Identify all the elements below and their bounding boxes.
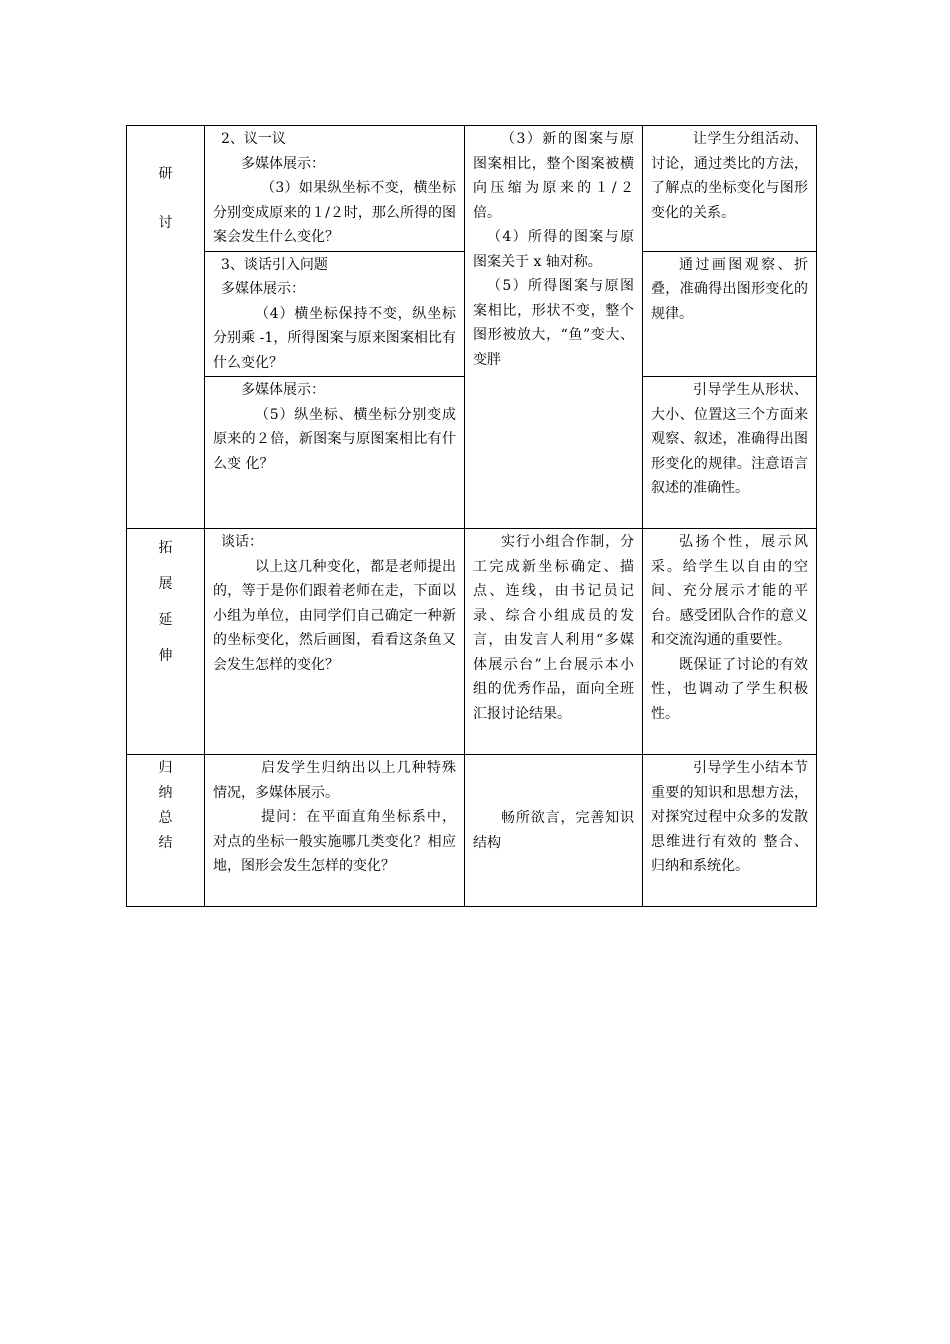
intent-cell-observe [643,377,817,529]
lesson-plan-table [126,125,817,907]
teacher-cell-talk [205,251,465,377]
student-cell-discuss [465,126,643,529]
intent-cell-extend [643,529,817,755]
stage-char: 拓 [158,540,173,556]
student-answer-3: （3）新的图案与原图案相比，整个图案被横向压缩为原来的１/２ 倍。 [473,131,634,221]
teacher-cell-media [205,377,465,529]
teacher-cell-extend [205,529,465,755]
student-cell-extend [465,529,643,755]
stage-char: 延 [158,612,173,628]
media-label: 多媒体展示： [241,155,325,172]
stage-char: 展 [158,576,173,592]
question-text: （3）如果纵坐标不变，横坐标分别变成原来的１/２时，那么所得的图案会发生什么变化？ [213,180,456,245]
stage-cell-yantao [127,126,205,529]
table-row-yantao-1 [127,126,817,252]
question-text: （5）纵坐标、横坐标分别变成原来的２倍，新图案与原图案相比有什么变 化？ [213,406,456,472]
section-heading: 谈话： [221,534,263,550]
intent-text: 引导学生从形状、大小、位置这三个方面来观察、叙述，准确得出图形变化的规律。注意语言叙述的准确性。 [651,382,808,496]
stage-char: 归 [158,760,173,776]
stage-cell-guina [127,755,205,907]
intent-cell-discuss [643,126,817,252]
stage-cell-tuozhan [127,529,205,755]
intent-text: 既保证了讨论的有效性，也调动了学生积极性。 [651,656,808,722]
student-cell-summary [465,755,643,907]
media-label: 多媒体展示： [241,382,325,398]
table-row-tuozhan [127,529,817,755]
question-text: （4）横坐标保持不变，纵坐标分别乘 -1，所得图案与原来图案相比有什么变化？ [213,305,456,371]
student-summary-text: 畅所欲言，完善知识结构 [473,810,634,851]
intent-cell-talk [643,251,817,377]
stage-char: 总 [158,810,173,826]
teacher-summary-text: 启发学生归纳出以上几种特殊情况，多媒体展示。 [213,760,456,801]
teacher-cell-discuss [205,126,465,252]
stage-char: 研 [158,166,173,182]
section-heading: 2、议一议 [221,131,286,147]
teacher-question-text: 提问：在平面直角坐标系中，对点的坐标一般实施哪几类变化？相应地，图形会发生怎样的变化？ [213,809,456,874]
teacher-talk-text: 以上这几种变化，都是老师提出的，等于是你们跟着老师在走，下面以小组为单位，由同学们自己确定一种新的坐标变化，然后画图，看看这条鱼又会发生怎样的变化？ [213,558,456,673]
intent-text: 弘扬个性，展示风采。给学生以自由的空间、充分展示才能的平台。感受团队合作的意义和交流沟通的重要性。 [651,534,808,648]
stage-char: 伸 [158,648,173,664]
intent-text: 通过画图观察、折叠，准确得出图形变化的规律。 [651,256,808,322]
media-label: 多媒体展示： [221,281,305,297]
intent-cell-summary [643,755,817,907]
student-answer-4: （4）所得的图案与原图案关于 x 轴对称。 [473,229,634,270]
student-answer-5: （5）所得图案与原图案相比，形状不变，整个图形被放大，“鱼”变大、变胖 [473,278,634,368]
teacher-cell-summary [205,755,465,907]
intent-text: 让学生分组活动、讨论，通过类比的方法，了解点的坐标变化与图形变化的关系。 [651,131,808,221]
student-activity-text: 实行小组合作制，分工完成新坐标确定、描点、连线，由书记员记录、综合小组成员的发言，由发言人利用“多媒体展示台”上台展示本小组的优秀作品，面向全班汇报讨论结果。 [473,534,634,722]
stage-char: 讨 [158,215,173,231]
table-row-guina [127,755,817,907]
intent-text: 引导学生小结本节重要的知识和思想方法，对探究过程中众多的发散思维进行有效的 整合、归纳和系统化。 [651,760,808,874]
stage-char: 结 [158,835,173,851]
section-heading: 3、谈话引入问题 [221,256,328,273]
stage-char: 纳 [158,785,173,801]
